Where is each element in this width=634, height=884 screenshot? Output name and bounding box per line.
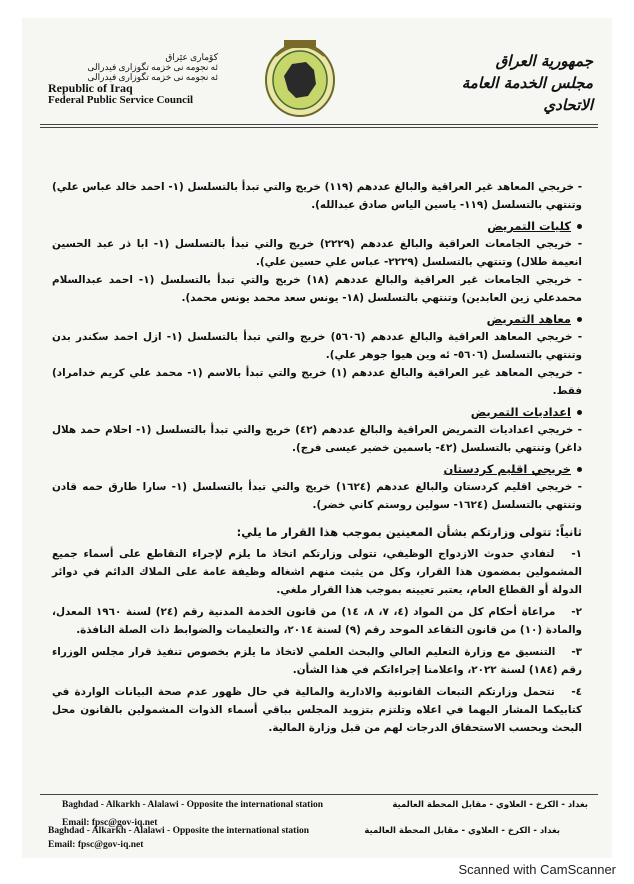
- paragraph: - خريجي المعاهد غير العراقية والبالغ عددهم (١١٩) خريج والتي تبدأ بالتسلسل (١- احمد خالد عباس علي) وتنتهي بالتسلسل (١١٩- ياسين الياس صادق عبدالله).: [52, 181, 583, 211]
- footer-address-en: Baghdad - Alkarkh - Alalawi - Opposite the international station: [62, 800, 324, 810]
- republic-label: Republic of Iraq: [48, 81, 133, 95]
- item-text: تتحمل وزارتكم التبعات القانونية والادارية والمالية في حال ظهور عدم صحة البيانات الواردة في كتابيكما المشار اليهما في اعلاه وتلتزم بتزويد المجلس بباقي أسماء الذوات المشمولين بالقانون محل البحث وبحسب الاستحقاق الدرجات لهم من قبل وزارة المالية.: [52, 686, 582, 734]
- council-emblem-icon: [262, 36, 338, 120]
- kurdish-line: ئه نجومه نى خزمه تگوزارى فیدرالی: [87, 62, 218, 72]
- footer-address-en: Baghdad - Alkarkh - Alalawi - Opposite the international station: [48, 826, 310, 836]
- paragraph: - خريجي اقليم كردستان والبالغ عددهم (١٦٢٤) خريج والتي تبدأ بالتسلسل (١- سارا طارق حمه قادن وتنتهي بالتسلسل (١٦٢٤- سولين روستم كاني خضر).: [52, 481, 582, 511]
- item-text: مراعاة أحكام كل من المواد (٤، ٧، ٨، ١٤) من قانون الخدمة المدنية رقم (٢٤) لسنة ١٩٦٠ المعدل، والمادة (١٠) من قانون التقاعد الموحد رقم (٩) لسنة ٢٠١٤، والتعليمات والضوابط ذات الصلة النافذة.: [52, 606, 582, 636]
- section-heading: [52, 310, 582, 328]
- section-heading: [52, 217, 582, 235]
- letter-body: [52, 178, 582, 737]
- item-number: ٤-: [571, 686, 582, 698]
- kurdish-line: كۆمارى عێراق: [165, 52, 218, 62]
- section-heading: [52, 460, 582, 478]
- arabic-republic-title: جمهورية العراق: [495, 52, 593, 70]
- letterhead-right: [428, 50, 593, 122]
- list-item: [52, 545, 582, 599]
- item-number: ١-: [571, 548, 582, 560]
- footer-email: Email: fpsc@gov-iq.net: [48, 840, 144, 850]
- footer-email-row: [48, 840, 588, 850]
- footer-address-row: [48, 826, 588, 836]
- section-title: كليات التمريض: [487, 219, 571, 233]
- section-heading: [52, 403, 582, 421]
- footer-email: Email: fpsc@gov-iq.net: [62, 818, 158, 828]
- paragraph: - خريجي اعداديات التمريض العراقية والبالغ عددهم (٤٢) خريج والتي تبدأ بالتسلسل (١- احلام حمد هلال داغر) وتنتهي بالتسلسل (٤٢- ياسمين خضير عيسى فرج).: [52, 424, 582, 454]
- paragraph: - خريجي المعاهد غير العراقية والبالغ عددهم (١) خريج والتي تبدأ بالاسم (١- محمد علي كريم خدامراد) فقط.: [52, 367, 583, 397]
- letterhead-left: [48, 52, 218, 106]
- section-title: خريجي اقليم كردستان: [443, 462, 571, 476]
- footer-divider: [40, 794, 598, 795]
- arabic-council-title: مجلس الخدمة العامة الاتحادي: [461, 74, 593, 114]
- header-divider: [40, 124, 598, 125]
- kurdish-line: ئه نجومه نى خزمه تگوزارى فیدرالی: [87, 72, 218, 82]
- section-title: معاهد التمريض: [486, 312, 571, 326]
- footer-address-ar: بغداد - الكرخ - العلاوي - مقابل المحطة العالمية: [364, 826, 560, 836]
- item-text: التنسيق مع وزارة التعليم العالي والبحث العلمي لاتخاذ ما يلزم بخصوص تنفيذ قرار مجلس الوزراء رقم (١٨٤) لسنة ٢٠٢٢، واعلامنا إجراءاتكم في هذا الشأن.: [52, 646, 582, 676]
- header-divider: [40, 127, 598, 128]
- section-title: اعداديات التمريض: [470, 405, 571, 419]
- item-text: لتفادي حدوث الازدواج الوظيفي، تتولى وزارتكم اتخاذ ما يلزم لإجراء التقاطع على أسماء جميع المشمولين بمضمون هذا القرار، وكل من يثبت منهم اشغاله وظيفة عامة على الملاك الدائم في دوائر الدولة أو القطاع العام، يعتبر تعيينه بموجب هذا القرار ملغي.: [52, 548, 582, 596]
- paragraph: - خريجي الجامعات غير العراقية والبالغ عددهم (١٨) خريج والتي تبدأ بالتسلسل (١- احمد عبدالسلام محمدعلي زين العابدين) وتنتهي بالتسلسل (١٨- يونس سعد محمد يونس محمد).: [52, 274, 582, 304]
- council-label: Federal Public Service Council: [48, 94, 194, 106]
- bullet-icon: [577, 410, 582, 415]
- list-item: [52, 603, 582, 639]
- bullet-icon: [577, 224, 582, 229]
- footer-address-ar: بغداد - الكرخ - العلاوي - مقابل المحطة العالمية: [392, 800, 588, 810]
- list-item: [52, 683, 582, 737]
- second-heading: ثانياً: تتولى وزارتكم بشأن المعينين بموجب هذا القرار ما يلي:: [236, 525, 582, 539]
- paragraph: - خريجي الجامعات العراقية والبالغ عددهم (٢٢٢٩) خريج والتي تبدأ بالتسلسل (١- ابا ذر عبد الحسين انعيمة طلال) وتنتهي بالتسلسل (٢٢٢٩- عباس علي حسين علي).: [52, 238, 583, 268]
- item-number: ٢-: [571, 606, 582, 618]
- bullet-icon: [577, 317, 582, 322]
- bullet-icon: [577, 467, 582, 472]
- footer-address-row: [62, 800, 602, 810]
- item-number: ٣-: [571, 646, 582, 658]
- paragraph: - خريجي المعاهد العراقية والبالغ عددهم (٥٦٠٦) خريج والتي تبدأ بالتسلسل (١- ازل احمد سكندر بدن وتنتهي بالتسلسل (٥٦٠٦- ئه وين هيوا جوهر علي).: [52, 331, 583, 361]
- list-item: [52, 643, 582, 679]
- scanner-watermark: Scanned with CamScanner: [458, 862, 616, 877]
